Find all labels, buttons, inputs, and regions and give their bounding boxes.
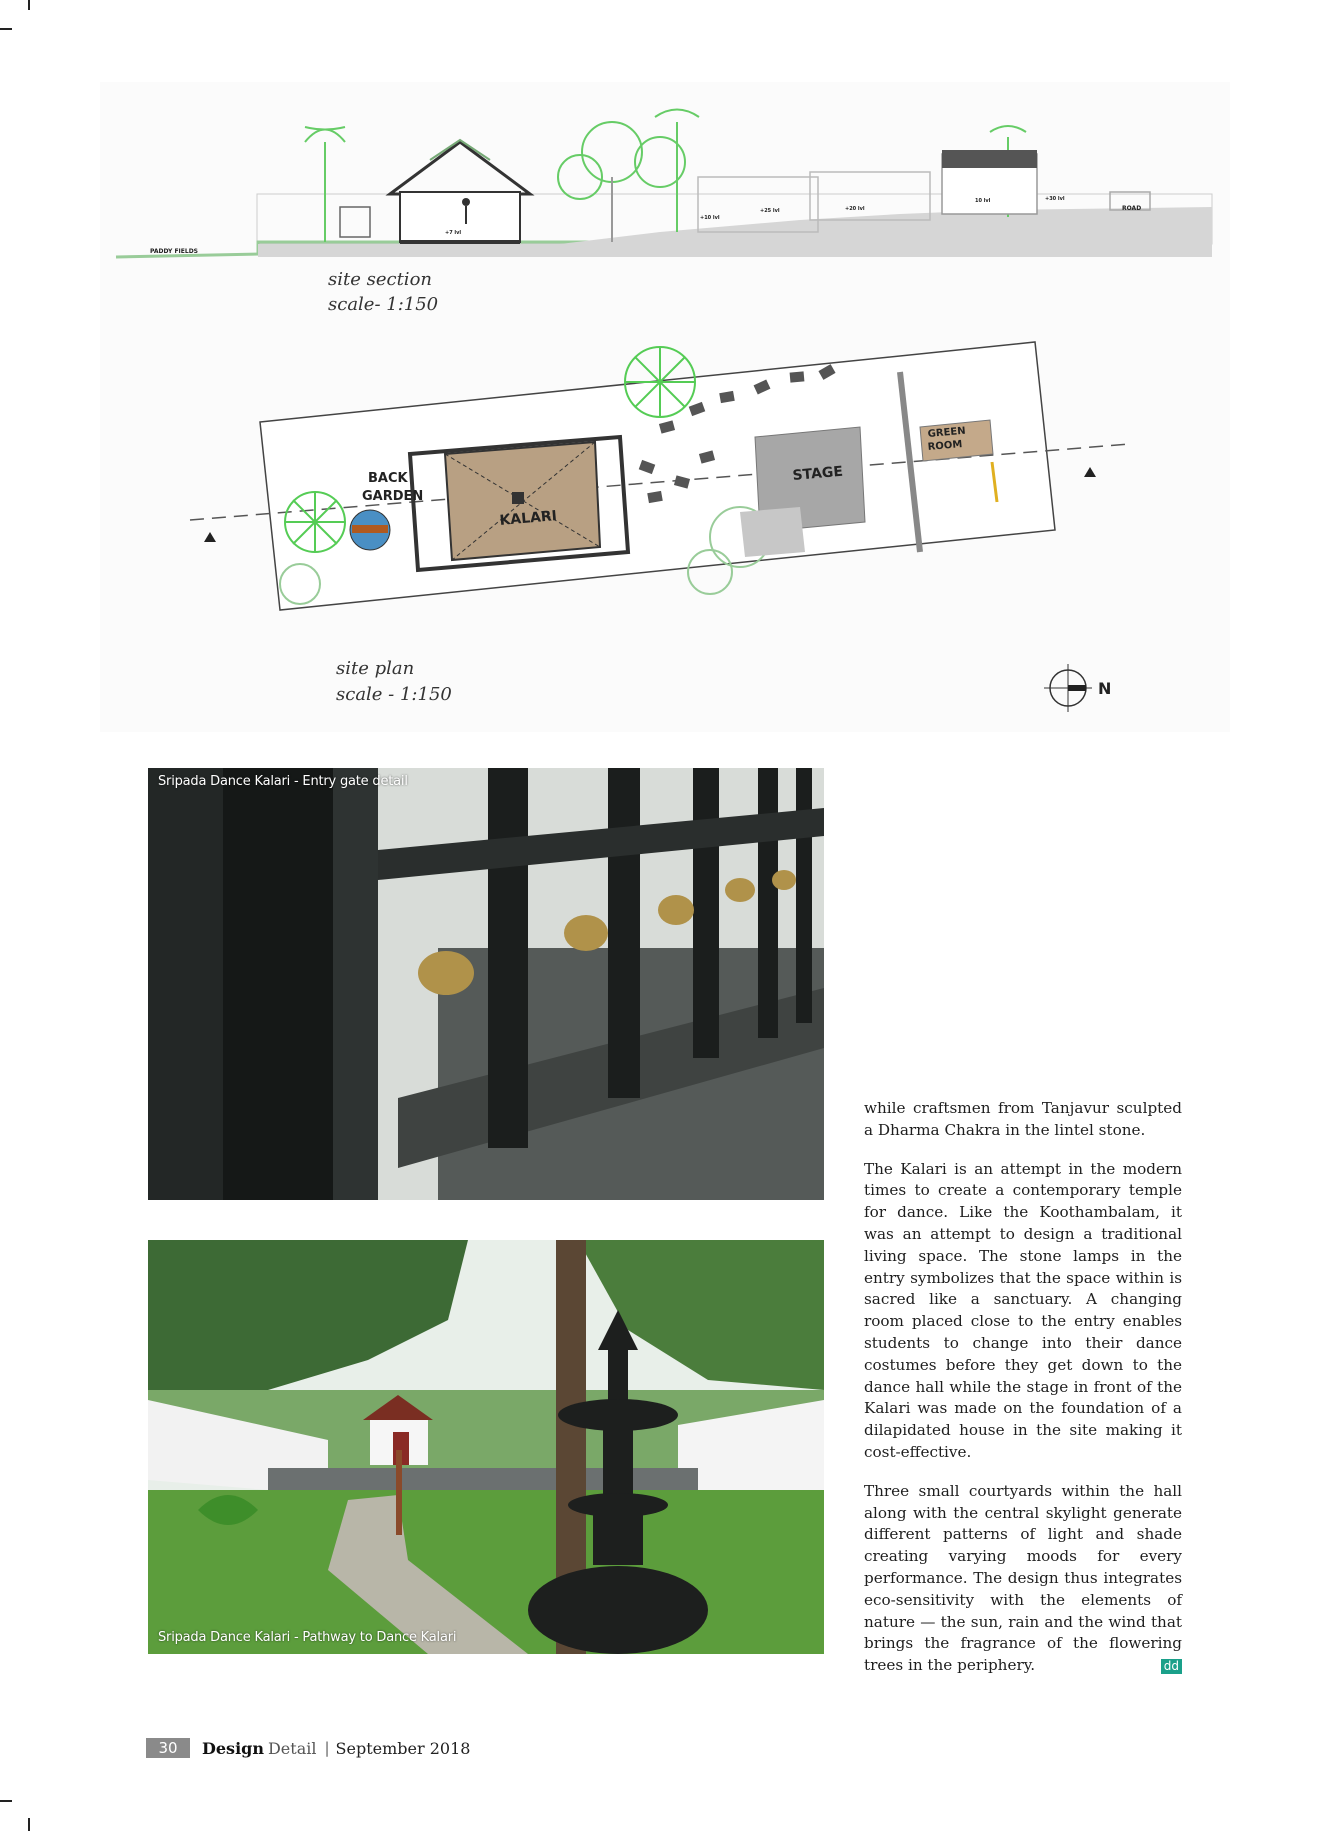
plan-label-room: ROOM	[927, 439, 963, 453]
site-drawings	[100, 82, 1230, 732]
north-label: N	[1098, 679, 1112, 698]
plan-label-stage: STAGE	[791, 463, 844, 484]
gate-caption: Sripada Dance Kalari - Entry gate detail	[158, 774, 408, 789]
paragraph-3	[864, 1481, 1182, 1677]
crop-mark-bottom-left	[0, 1800, 12, 1802]
plan-scale: scale - 1:150	[336, 684, 452, 705]
magazine-brand-sub: Detail	[267, 1738, 317, 1758]
plan-label-kalari: KALARI	[498, 508, 558, 529]
level-label-6: +30 lvl	[1045, 196, 1065, 202]
section-label-paddy: PADDY FIELDS	[150, 248, 199, 255]
paragraph-3-text: Three small courtyards within the hall along with the central skylight generate different patterns of light and shade creating varying moods for every performance. The design thus integrates eco-sensitivity with the elements of nature — the sun, rain and the wind that brings the fragrance of the flowering trees in the periphery.	[864, 1481, 1182, 1675]
end-mark: dd	[1161, 1659, 1182, 1674]
pathway-caption: Sripada Dance Kalari - Pathway to Dance Kalari	[158, 1630, 457, 1645]
section-label-road: ROAD	[1122, 205, 1142, 212]
level-label-3: +20 lvl	[845, 206, 865, 212]
plan-title: site plan	[336, 658, 415, 679]
magazine-brand: Design	[202, 1738, 264, 1758]
level-label-1: +7 lvl	[445, 230, 462, 236]
crop-mark-bottom	[28, 1818, 30, 1831]
crop-mark-top-left	[0, 28, 12, 30]
footer-separator: |	[324, 1739, 330, 1757]
article-body	[864, 1098, 1182, 1694]
level-label-4: +25 lvl	[760, 208, 780, 214]
level-label-5: 10 lvl	[975, 198, 991, 204]
crop-mark-top	[28, 0, 30, 10]
page-number: 30	[146, 1738, 190, 1758]
level-label-2: +10 lvl	[700, 215, 720, 221]
gate-photo	[148, 768, 824, 1200]
paragraph-1: while craftsmen from Tanjavur sculpted a Dharma Chakra in the lintel stone.	[864, 1099, 1182, 1139]
paragraph-2: The Kalari is an attempt in the modern times to create a contemporary temple for dance. Like the Koothambalam, it was an attempt to design a traditional living space. The stone lamps in the entry symbolizes that the space within is sacred like a sanctuary. A changing room placed close to the entry enables students to change into their dance costumes before they get down to the dance hall while the stage in front of the Kalari was made on the foundation of a dilapidated house in the site making it cost-effective.	[864, 1159, 1182, 1461]
plan-label-garden: GARDEN	[362, 489, 424, 504]
issue-date: September 2018	[335, 1738, 471, 1758]
pathway-photo	[148, 1240, 824, 1654]
plan-label-back: BACK	[368, 471, 408, 486]
page-footer	[146, 1736, 470, 1760]
section-scale: scale- 1:150	[328, 294, 439, 315]
plan-label-green: GREEN	[927, 425, 967, 440]
section-title: site section	[328, 269, 432, 290]
